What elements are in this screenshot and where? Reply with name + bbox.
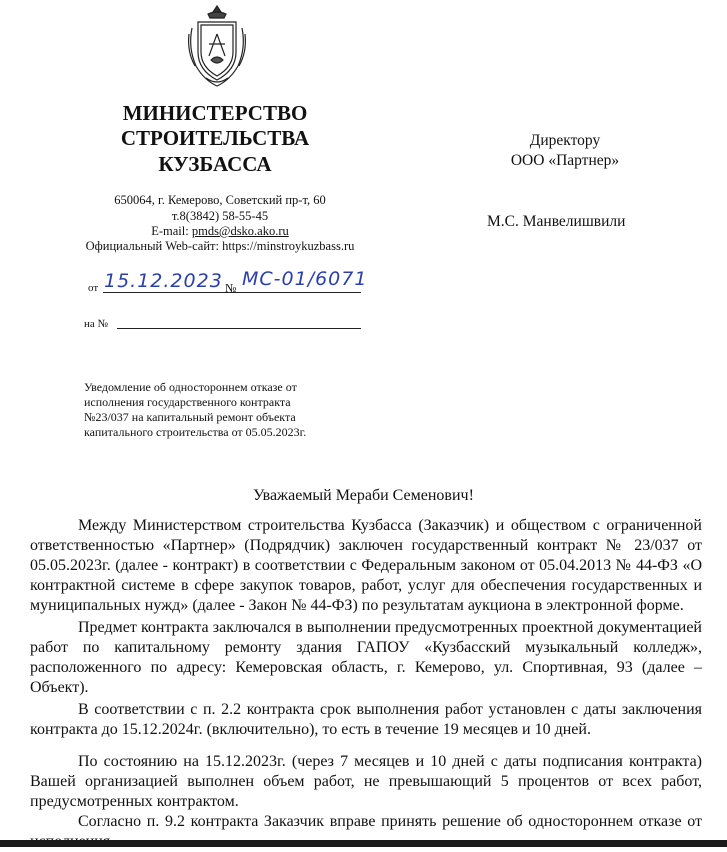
- ministry-email-line: [70, 224, 370, 239]
- letter-number: МС-01/6071: [242, 268, 368, 290]
- ministry-email[interactable]: pmds@dsko.ako.ru: [191, 224, 289, 238]
- email-label: E-mail:: [151, 224, 192, 238]
- ministry-address: 650064, г. Кемерово, Советский пр-т, 60: [114, 193, 326, 207]
- body-paragraph: Согласно п. 9.2 контракта Заказчик вправе принять решение об одностороннем отказе от: [78, 813, 702, 830]
- salutation: Уважаемый Мераби Семенович!: [253, 487, 474, 504]
- letter-body: [30, 516, 702, 852]
- body-paragraph: Между Министерством строительства Кузбасса (Заказчик) и обществом с ограниченной ответственностью «Партнер» (Подрядчик) заключен государственный контракт № 23/037 от 05.05.2023г. (далее - контракт) в соответствии с Федеральным законом от 05.04.2013 № 44-ФЗ «О контрактной системе в сфере закупок товаров, работ, услуг для обеспечения государственных и муниципальных нужд» (далее - Закон № 44-ФЗ) по результатам аукциона в электронной форме.: [30, 517, 702, 614]
- number-prefix: №: [225, 281, 237, 295]
- body-paragraph: Предмет контракта заключался в выполнении предусмотренных проектной документацией работ по капитальному ремонту здания ГАПОУ «Кузбасский музыкальный колледж», расположенного по адресу: Кемеровская область, г. Кемерово, ул. Спортивная, 93 (далее – Объект).: [30, 619, 702, 696]
- scan-bottom-edge: [0, 840, 727, 847]
- ministry-website: Официальный Web-сайт: https://minstroykuzbass.ru: [85, 239, 355, 253]
- coat-of-arms-emblem: [186, 4, 248, 88]
- reply-to-prefix: на №: [84, 318, 109, 330]
- recipient-name: М.С. Манвелишвили: [487, 213, 626, 230]
- reply-to-field: [117, 328, 361, 329]
- ministry-title-line2: СТРОИТЕЛЬСТВА: [120, 126, 310, 150]
- body-paragraph: В соответствии с п. 2.2 контракта срок выполнения работ установлен с даты заключения контракта до 15.12.2024г. (включительно), то есть в течение 19 месяцев и 10 дней.: [30, 701, 702, 738]
- recipient-position: Директору: [529, 132, 601, 149]
- ministry-phone: т.8(3842) 58-55-45: [171, 209, 269, 223]
- ministry-title-line3: КУЗБАССА: [158, 152, 272, 176]
- from-prefix: от: [88, 282, 99, 294]
- ministry-title-line1: МИНИСТЕРСТВО: [122, 101, 308, 125]
- recipient-organization: ООО «Партнер»: [510, 152, 620, 169]
- letter-subject: Уведомление об одностороннем отказе от исполнения государственного контракта №23/037 на капитальный ремонт объекта капитального строительства от 05.05.2023г.: [84, 380, 307, 439]
- date-number-underline: [103, 292, 361, 293]
- letter-date: 15.12.2023: [104, 270, 223, 292]
- body-paragraph: По состоянию на 15.12.2023г. (через 7 месяцев и 10 дней с даты подписания контракта) Вашей организацией выполнен объем работ, не превышающий 5 процентов от всех работ, предусмотренных контрактом.: [30, 753, 702, 810]
